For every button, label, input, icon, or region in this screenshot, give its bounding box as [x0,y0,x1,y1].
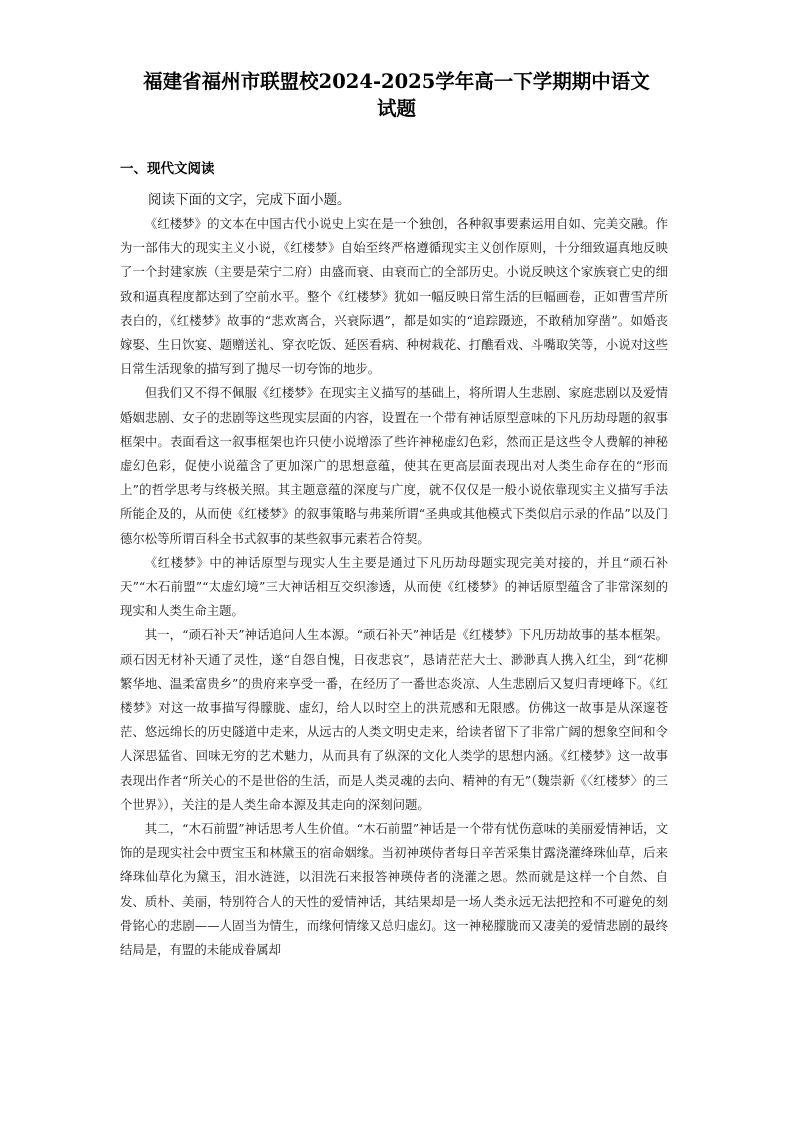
passage-body [120,212,668,962]
document-title [110,68,683,122]
title-line-1: 福建省福州市联盟校2024-2025学年高一下学期期中语文 [143,70,650,93]
paragraph: 其二，“木石前盟”神话思考人生价值。“木石前盟”神话是一个带有忧伤意味的美丽爱情神话，文饰的是现实社会中贾宝玉和林黛玉的宿命姻缘。当初神瑛侍者每日辛苦采集甘露浇灌绛珠仙草，后来绛珠仙草化为黛玉，泪水涟涟，以泪洗石来报答神瑛侍者的浇灌之恩。然而就是这样一个自然、自发、质朴、美丽，特别符合人的天性的爱情神话，其结果却是一场人类永远无法把控和不可避免的刻骨铭心的悲剧——人固当为情生，而缘何情缘又总归虚幻。这一神秘朦胧而又凄美的爱情悲剧的最终结局是，有盟的未能成眷属却 [120,821,668,958]
paragraph: 但我们又不得不佩服《红楼梦》在现实主义描写的基础上，将所谓人生悲剧、家庭悲剧以及爱情婚姻悲剧、女子的悲剧等这些现实层面的内容，设置在一个带有神话原型意味的下凡历劫母题的叙事框架中。表面看这一叙事框架也许只使小说增添了些许神秘虚幻色彩，然而正是这些令人费解的神秘虚幻色彩，促使小说蕴含了更加深广的思想意蕴，使其在更高层面表现出对人类生命存在的“形而上”的哲学思考与终极关照。其主题意蕴的深度与广度，就不仅仅是一般小说依靠现实主义描写手法所能企及的，从而使《红楼梦》的叙事策略与弗莱所谓“圣典或其他模式下类似启示录的作品”以及门德尔松等所谓百科全书式叙事的某些叙事元素若合符契。 [120,385,668,546]
paragraph: 《红楼梦》的文本在中国古代小说史上实在是一个独创，各种叙事要素运用自如、完美交融。作为一部伟大的现实主义小说，《红楼梦》自始至终严格遵循现实主义创作原则，十分细致逼真地反映了一个封建家族（主要是荣宁二府）由盛而衰、由衰而亡的全部历史。小说反映这个家族衰亡史的细致和逼真程度都达到了空前水平。整个《红楼梦》犹如一幅反映日常生活的巨幅画卷，正如曹雪芹所表白的，《红楼梦》故事的“悲欢离合，兴衰际遇”，都是如实的“追踪蹑迹，不敢稍加穿凿”。如婚丧嫁娶、生日饮宴、题赠送礼、穿衣吃饭、延医看病、种树栽花、打醮看戏、斗嘴取笑等，小说对这些日常生活现象的描写到了拋尽一切夸饰的地步。 [120,216,668,377]
paragraph: 其一，“顽石补天”神话追问人生本源。“顽石补天”神话是《红楼梦》下凡历劫故事的基本框架。顽石因无材补天通了灵性，遂“自怨自愧，日夜悲哀”，恳请茫茫大士、渺渺真人携入红尘，到“花柳繁华地、温柔富贵乡”的贵府来享受一番，在经历了一番世态炎凉、人生悲剧后又复归青埂峰下。《红楼梦》对这一故事描写得朦胧、虚幻，给人以时空上的洪荒感和无限感。仿佛这一故事是从深邃苍茫、悠远绵长的历史隧道中走来，从远古的人类文明史走来，给读者留下了非常广阔的想象空间和令人深思猛省、回味无穷的艺术魅力，从而具有了纵深的文化人类学的思想内涵。《红楼梦》这一故事表现出作者“所关心的不是世俗的生活，而是人类灵魂的去向、精神的有无”（魏崇新《〈红楼梦〉的三个世界》），关注的是人类生命本源及其走向的深刻问题。 [120,627,668,812]
paragraph: 《红楼梦》中的神话原型与现实人生主要是通过下凡历劫母题实现完美对接的，并且“顽石补天”“木石前盟”“太虚幻境”三大神话相互交织渗透，从而使《红楼梦》的神话原型蕴含了非常深刻的现实和人类生命主题。 [120,554,668,619]
reading-instruction: 阅读下面的文字，完成下面小题。 [148,192,351,208]
title-line-2: 试题 [376,97,416,120]
section-heading: 一、现代文阅读 [120,161,215,177]
